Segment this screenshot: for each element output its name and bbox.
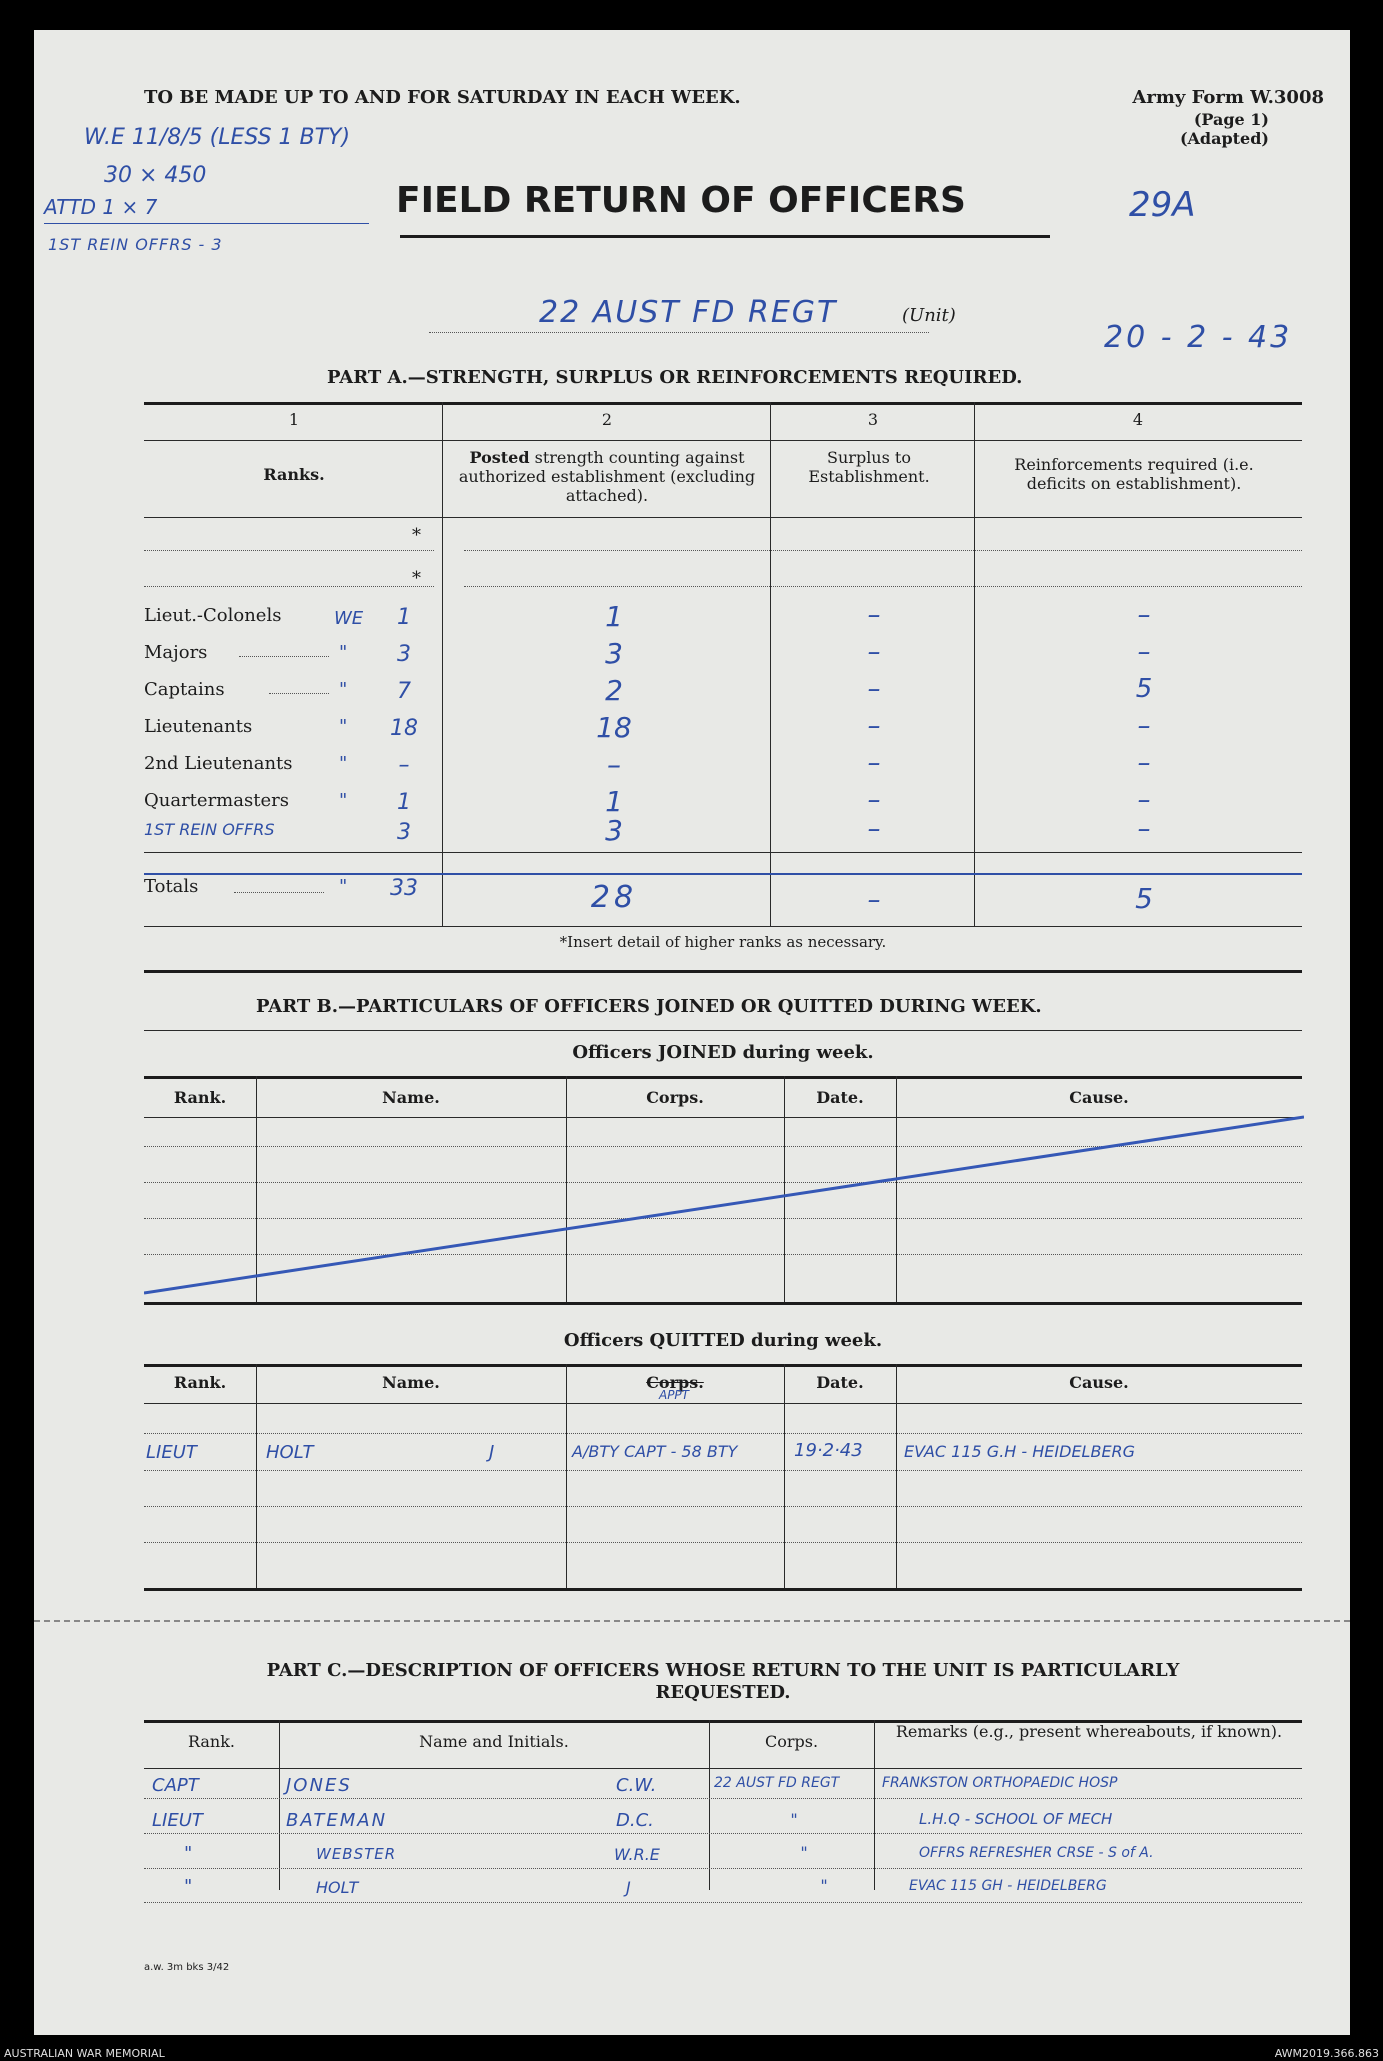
rank-label: Lieutenants [144,716,253,737]
posted-value: 28 [590,880,638,915]
surplus-value: – [867,748,881,778]
header-rule [144,517,1302,518]
part-c-initials: J [626,1878,631,1897]
page-title: FIELD RETURN OF OFFICERS [396,180,966,221]
footer-accession-number: AWM2019.366.863 [1274,2047,1379,2060]
handwritten-strength-note: 30 × 450 [104,163,207,188]
blank-row-2-fill [464,586,1302,587]
quitted-row-line [144,1506,1302,1507]
we-note: " [339,876,348,897]
col-number-2: 2 [601,410,613,429]
quitted-corps: A/BTY CAPT - 58 BTY [572,1442,738,1461]
adapted-label: (Adapted) [1179,129,1269,148]
rank-label: Quartermasters [144,790,289,811]
header-surplus: Surplus to Establishment. [808,448,930,486]
handwritten-attached-note: ATTD 1 × 7 [44,195,158,219]
totals-rule [144,852,1302,853]
reinforcements-value: – [1137,711,1151,741]
part-c-name: JONES [286,1775,352,1796]
joined-header-rank: Rank. [173,1088,227,1107]
establishment-value: 3 [397,642,411,667]
quitted-row-line [144,1470,1302,1471]
posted-value: 2 [605,674,623,707]
rank-label: Majors [144,642,208,663]
surplus-value: – [867,785,881,815]
part-c-corps: " [790,1810,798,1829]
part-c-name: BATEMAN [286,1810,388,1831]
quitted-header-cause: Cause. [1069,1373,1129,1392]
joined-header-name: Name. [382,1088,440,1107]
nil-return-strike-line [144,1110,1304,1300]
reinforcements-value: – [1137,637,1151,667]
rank-label: Lieut.-Colonels [144,605,282,626]
part-c-name: WEBSTER [316,1845,397,1863]
header-posted-text: strength counting against authorized establishment (excluding attached). [458,448,756,505]
part-c-rank: " [184,1876,193,1897]
part-a-vline-3 [974,402,975,927]
quitted-table-bottom [144,1588,1302,1591]
part-a-footnote: *Insert detail of higher ranks as necessary. [559,933,887,951]
quitted-vline-1 [256,1364,257,1590]
unit-label: (Unit) [902,305,956,326]
part-c-rank: CAPT [152,1775,199,1796]
quitted-vline-2 [566,1364,567,1590]
title-underline [400,235,1050,238]
reinforcements-value: – [1137,748,1151,778]
handwritten-we-note: W.E 11/8/5 (LESS 1 BTY) [84,125,351,150]
rank-label: Totals [144,876,199,897]
part-a-vline-2 [770,402,771,927]
quitted-table-top [144,1364,1302,1367]
rank-label: Captains [144,679,225,700]
document-page [34,30,1350,2035]
we-note: " [339,642,348,663]
perforation-line [34,1620,1350,1622]
we-note: " [339,790,348,811]
return-date: 20 - 2 - 43 [1104,320,1293,355]
corps-correction: APPT [658,1388,689,1402]
part-c-row-line [144,1798,1302,1799]
posted-value: – [607,748,621,781]
reinforcements-value: – [1137,785,1151,815]
posted-value: 1 [605,785,623,818]
unit-name: 22 AUST FD REGT [539,295,838,330]
posted-value: 1 [605,600,623,633]
form-number: Army Form W.3008 [1132,87,1324,108]
part-a-vline-1 [442,402,443,927]
reinforcements-value: – [1137,814,1151,844]
part-c-vline-1 [279,1720,280,1890]
we-note: " [339,679,348,700]
blank-row-1-line [144,550,434,551]
establishment-value: 33 [390,876,418,901]
part-b-title: PART B.—PARTICULARS OF OFFICERS JOINED OR QUITTED DURING WEEK. [256,996,1042,1017]
establishment-value: – [398,753,410,778]
part-c-vline-3 [874,1720,875,1890]
col-number-4: 4 [1132,410,1144,429]
part-a-title: PART A.—STRENGTH, SURPLUS OR REINFORCEMENTS REQUIRED. [327,367,1023,388]
quitted-title: Officers QUITTED during week. [563,1330,883,1351]
asterisk-2: * [412,568,421,589]
surplus-value: – [867,885,881,915]
handwritten-reinforcement-note: 1ST REIN OFFRS - 3 [48,235,223,254]
part-c-header-remarks: Remarks (e.g., present whereabouts, if known). [895,1722,1283,1741]
part-c-corps: 22 AUST FD REGT [714,1775,840,1791]
surplus-value: – [867,814,881,844]
part-a-top-rule [144,402,1302,405]
page-label: (Page 1) [1193,110,1269,129]
quitted-header-corps: Corps. [646,1373,704,1392]
posted-value: 18 [596,711,632,744]
quitted-row-line [144,1542,1302,1543]
we-note: " [339,716,348,737]
reinforcements-value: 5 [1135,882,1153,915]
quitted-header-rule [144,1403,1302,1404]
joined-title: Officers JOINED during week. [572,1042,874,1063]
quitted-rank: LIEUT [146,1442,197,1463]
quitted-date: 19·2·43 [794,1440,863,1461]
surplus-value: – [867,637,881,667]
joined-header-cause: Cause. [1069,1088,1129,1107]
posted-value: 3 [605,637,623,670]
blank-row-1-fill [464,550,1302,551]
surplus-value: – [867,600,881,630]
blank-row-2-line [144,586,434,587]
quitted-vline-4 [896,1364,897,1590]
part-b-top-rule [144,1030,1302,1031]
establishment-value: 1 [397,605,411,630]
part-c-rank: " [184,1843,193,1864]
print-code: a.w. 3m bks 3/42 [144,1962,230,1973]
establishment-value: 1 [397,790,411,815]
folio-number: 29A [1129,185,1196,225]
joined-table-bottom [144,1302,1302,1305]
quitted-header-name: Name. [382,1373,440,1392]
part-c-rank: LIEUT [152,1810,203,1831]
unit-dotted-line [429,332,929,333]
leader-dots [234,892,324,893]
joined-table-top [144,1076,1302,1079]
quitted-vline-3 [784,1364,785,1590]
part-c-row-line [144,1902,1302,1903]
part-c-row-line [144,1833,1302,1834]
establishment-value: 3 [397,820,411,845]
we-note: WE [334,608,364,629]
handwritten-totals-line [144,873,1302,875]
we-note: " [339,753,348,774]
establishment-value: 18 [390,716,418,741]
asterisk-1: * [412,525,421,546]
reinforcements-value: 5 [1135,674,1153,704]
instruction-text: TO BE MADE UP TO AND FOR SATURDAY IN EACH WEEK. [144,87,741,108]
surplus-value: – [867,674,881,704]
posted-value: 3 [605,814,623,847]
quitted-initials: J [489,1442,495,1463]
part-c-header-corps: Corps. [764,1732,819,1751]
col-number-3: 3 [867,410,879,429]
leader-dots [239,656,329,657]
header-posted-bold: Posted [469,448,530,467]
part-a-end-rule [144,970,1302,973]
quitted-header-date: Date. [816,1373,864,1392]
part-c-corps: " [820,1876,828,1895]
part-c-title-line-2: REQUESTED. [655,1682,791,1703]
handwritten-underline [44,223,369,224]
leader-dots [269,693,329,694]
part-c-header-rule [144,1768,1302,1769]
part-c-initials: D.C. [616,1810,654,1831]
rank-label: 2nd Lieutenants [144,753,293,774]
footer-attribution: AUSTRALIAN WAR MEMORIAL [4,2047,165,2060]
part-a-bottom-rule [144,926,1302,927]
part-c-remarks: L.H.Q - SCHOOL OF MECH [919,1810,1113,1828]
quitted-row-line [144,1433,1302,1434]
part-c-name: HOLT [316,1878,359,1897]
part-c-initials: W.R.E [614,1845,660,1864]
joined-header-date: Date. [816,1088,864,1107]
part-c-remarks: EVAC 115 GH - HEIDELBERG [909,1878,1107,1894]
joined-header-corps: Corps. [646,1088,704,1107]
quitted-header-rank: Rank. [173,1373,227,1392]
part-c-header-name: Name and Initials. [419,1732,569,1751]
part-c-remarks: OFFRS REFRESHER CRSE - S of A. [919,1845,1154,1861]
part-c-title-line-1: PART C.—DESCRIPTION OF OFFICERS WHOSE RETURN TO THE UNIT IS PARTICULARLY [266,1660,1180,1681]
part-c-header-rank: Rank. [187,1732,236,1751]
col-number-rule [144,440,1302,441]
part-c-initials: C.W. [616,1775,657,1796]
part-c-row-line [144,1868,1302,1869]
establishment-value: 7 [397,679,411,704]
rank-label: 1ST REIN OFFRS [144,820,275,839]
header-reinforcements: Reinforcements required (i.e. deficits on establishment). [1014,455,1254,493]
header-posted [452,448,762,505]
part-c-remarks: FRANKSTON ORTHOPAEDIC HOSP [882,1775,1118,1791]
surplus-value: – [867,711,881,741]
part-c-vline-2 [709,1720,710,1890]
part-c-corps: " [800,1843,808,1862]
header-ranks: Ranks. [263,465,325,484]
quitted-name: HOLT [266,1442,314,1463]
quitted-cause: EVAC 115 G.H - HEIDELBERG [904,1442,1136,1461]
col-number-1: 1 [288,410,300,429]
reinforcements-value: – [1137,600,1151,630]
